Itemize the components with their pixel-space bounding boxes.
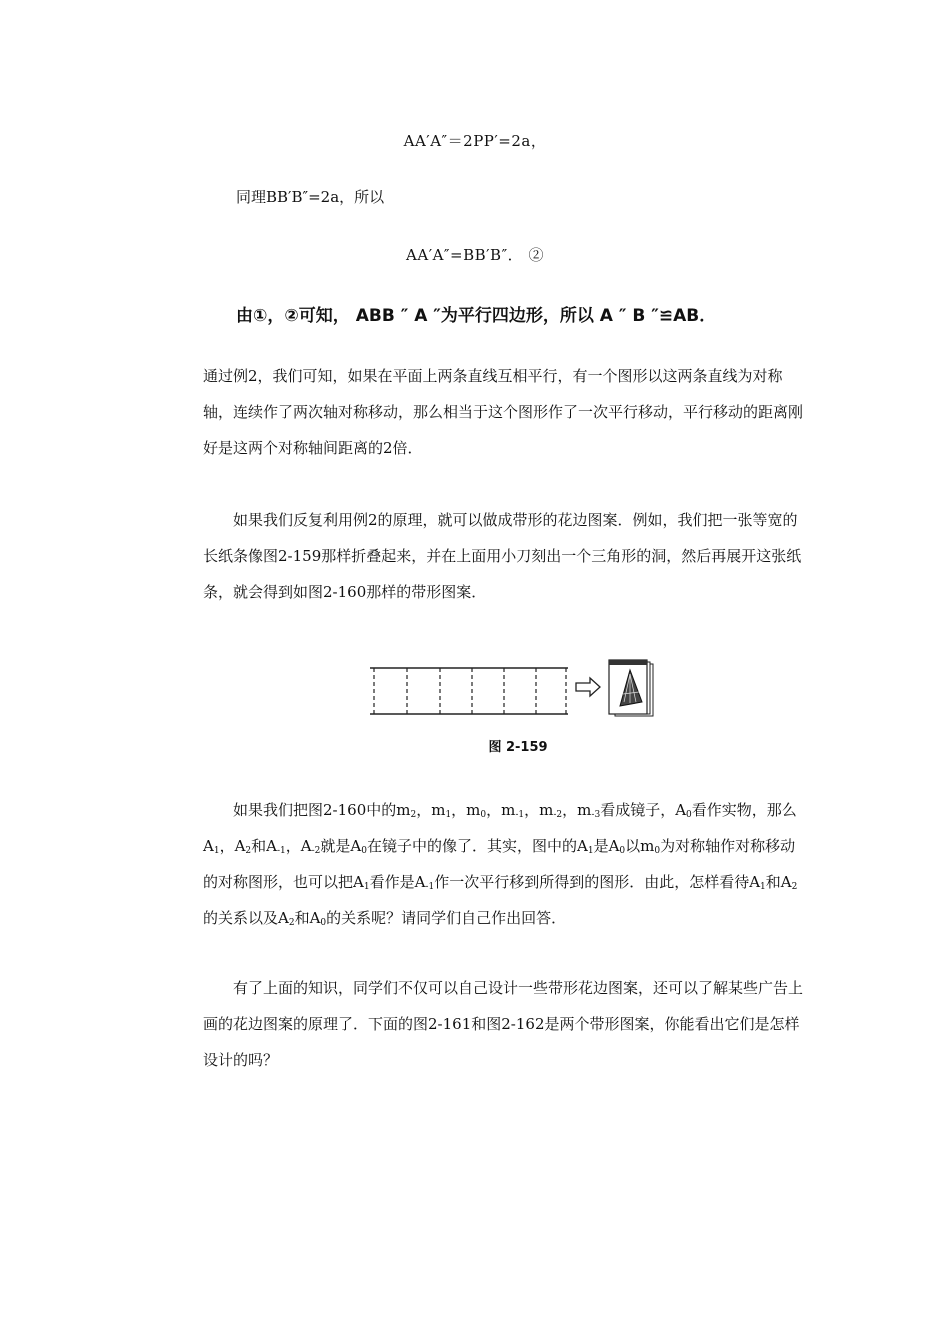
paragraph-2: 如果我们反复利用例2的原理，就可以做成带形的花边图案．例如，我们把一张等宽的长纸条像图2-159那样折叠起来，并在上面用小刀刻出一个三角形的洞，然后再展开这张纸条，就会得到如图2-160那样的带形图案．	[203, 511, 802, 601]
figure-caption: 图 2-159	[488, 740, 548, 755]
fold-lines	[374, 668, 566, 714]
conclusion-line: 由①，②可知， ABB ″ A ″为平行四边形，所以 A ″ B ″≌AB．	[236, 306, 717, 326]
folded-paper-strip-diagram	[368, 656, 668, 736]
arrow-right-icon	[576, 678, 600, 696]
folded-stack-icon	[609, 660, 653, 716]
equation-1: AA′A″＝2PP′=2a，	[403, 132, 547, 150]
text-line-similarly: 同理BB′B″=2a，所以	[236, 188, 385, 206]
paragraph-3: 如果我们把图2-160中的$m_2$，$m_1$，$m_0$，$m_{-1}$，$m_{-2}$，$m_{-3}$看成镜子，$A_0$看作实物，那么$A_1$，$A_2$和$A_{-1}$，$A_{-2}$就是$A_0$在镜子中的像了．其实，图中的$A_1$是$A_0$以$m_0$为对称轴作对称移动的对称图形，也可以把$A_1$看作是$A_{-1}$作一次平行移到所得到的图形．由此，怎样看待$A_1$和$A_2$的关系以及$A_2$和$A_0$的关系呢？请同学们自己作出回答．	[203, 801, 798, 928]
equation-2: AA′A″=BB′B″． ②	[406, 246, 544, 264]
paragraph-1: 通过例2，我们可知，如果在平面上两条直线互相平行，有一个图形以这两条直线为对称轴，连续作了两次轴对称移动，那么相当于这个图形作了一次平行移动，平行移动的距离刚好是这两个对称轴间距离的2倍．	[203, 367, 804, 457]
figure-2-159	[368, 656, 668, 756]
paragraph-4: 有了上面的知识，同学们不仅可以自己设计一些带形花边图案，还可以了解某些广告上画的花边图案的原理了．下面的图2-161和图2-162是两个带形图案，你能看出它们是怎样设计的吗？	[203, 979, 804, 1069]
